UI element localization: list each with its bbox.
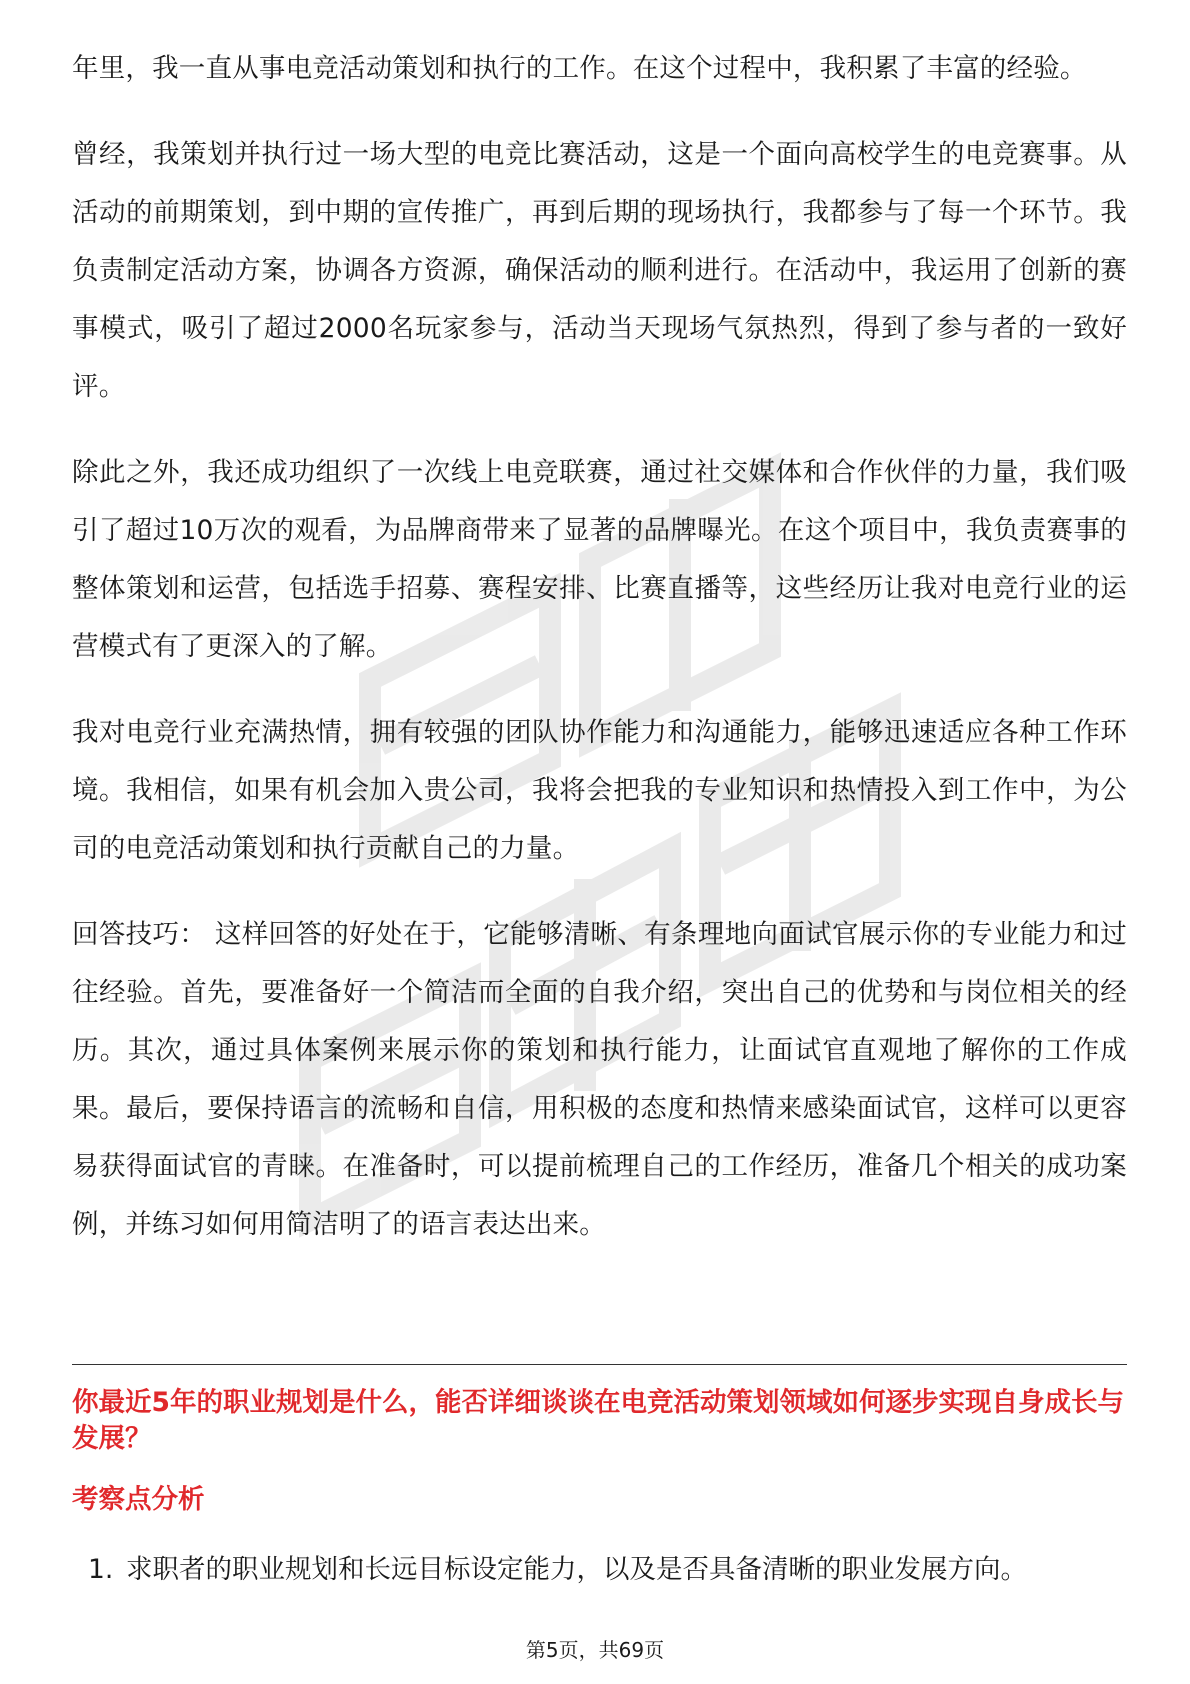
analysis-heading: 考察点分析 — [72, 1484, 205, 1515]
analysis-list — [88, 1552, 1128, 1588]
list-item — [88, 1552, 1128, 1588]
list-item-text: 求职者的职业规划和长远目标设定能力，以及是否具备清晰的职业发展方向。 — [126, 1554, 1027, 1585]
document-body — [72, 40, 1127, 1282]
paragraph-offline-event: 曾经，我策划并执行过一场大型的电竞比赛活动，这是一个面向高校学生的电竞赛事。从活动的前期策划，到中期的宣传推广，再到后期的现场执行，我都参与了每一个环节。我负责制定活动方案，协调各方资源，确保活动的顺利进行。在活动中，我运用了创新的赛事模式，吸引了超过2000名玩家参与，活动当天现场气氛热烈，得到了参与者的一致好评。 — [72, 139, 1127, 402]
interview-question: 你最近5年的职业规划是什么，能否详细谈谈在电竞活动策划领域如何逐步实现自身成长与发展？ — [72, 1387, 1124, 1454]
paragraph-experience-intro: 年里，我一直从事电竞活动策划和执行的工作。在这个过程中，我积累了丰富的经验。 — [72, 53, 1087, 84]
list-item-number: 1. — [88, 1554, 114, 1585]
paragraph-answer-tips: 回答技巧： 这样回答的好处在于，它能够清晰、有条理地向面试官展示你的专业能力和过往经验。首先，要准备好一个简洁而全面的自我介绍，突出自己的优势和与岗位相关的经历。其次，通过具体案例来展示你的策划和执行能力，让面试官直观地了解你的工作成果。最后，要保持语言的流畅和自信，用积极的态度和热情来感染面试官，这样可以更容易获得面试官的青睐。在准备时，可以提前梳理自己的工作经历，准备几个相关的成功案例，并练习如何用简洁明了的语言表达出来。 — [72, 919, 1127, 1240]
page-number: 第5页，共69页 — [525, 1638, 665, 1662]
section-divider — [72, 1364, 1127, 1365]
paragraph-online-league: 除此之外，我还成功组织了一次线上电竞联赛，通过社交媒体和合作伙伴的力量，我们吸引了超过10万次的观看，为品牌商带来了显著的品牌曝光。在这个项目中，我负责赛事的整体策划和运营，包括选手招募、赛程安排、比赛直播等，这些经历让我对电竞行业的运营模式有了更深入的了解。 — [72, 457, 1127, 662]
paragraph-passion: 我对电竞行业充满热情，拥有较强的团队协作能力和沟通能力，能够迅速适应各种工作环境。我相信，如果有机会加入贵公司，我将会把我的专业知识和热情投入到工作中，为公司的电竞活动策划和执行贡献自己的力量。 — [72, 717, 1127, 864]
